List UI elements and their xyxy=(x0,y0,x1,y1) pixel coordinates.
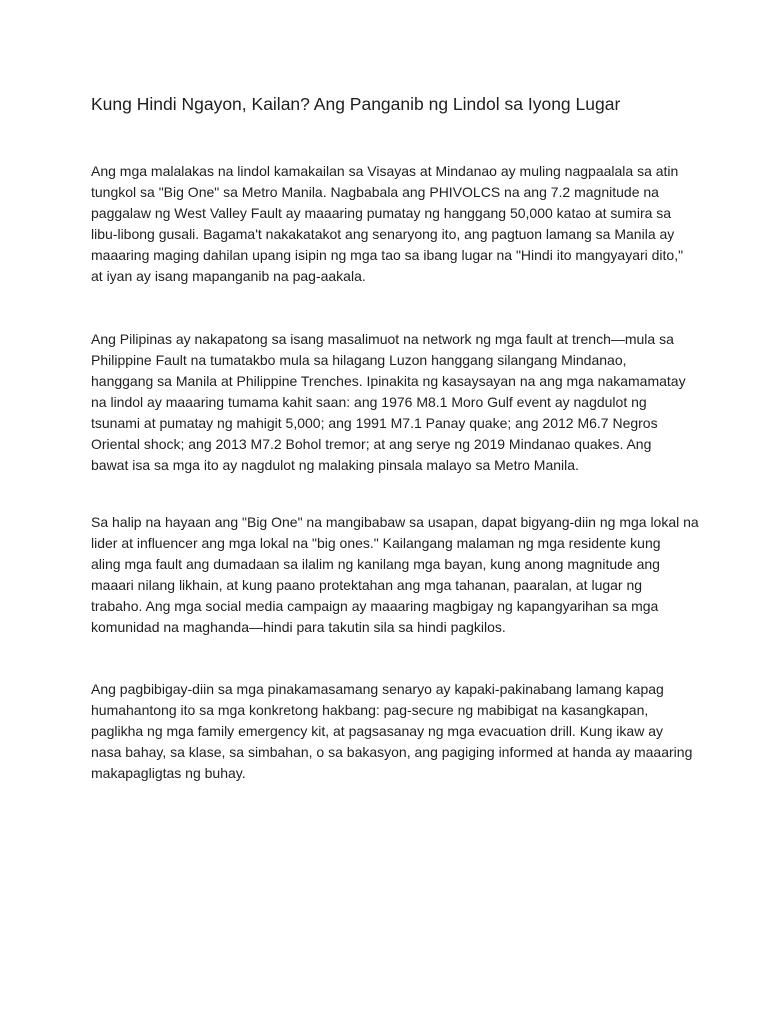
paragraph-line: trabaho. Ang mga social media campaign ay maaaring magbigay ng kapangyarihan sa mga xyxy=(91,598,659,614)
paragraph-line: tungkol sa "Big One" sa Metro Manila. Nagbabala ang PHIVOLCS na ang 7.2 magnitude na xyxy=(91,184,659,200)
paragraph-line: paglikha ng mga family emergency kit, at pagsasanay ng mga evacuation drill. Kung ikaw ay xyxy=(91,723,663,739)
paragraph-line: Oriental shock; ang 2013 M7.2 Bohol tremor; at ang serye ng 2019 Mindanao quakes. Ang xyxy=(91,436,652,452)
paragraph-line: Sa halip na hayaan ang "Big One" na mangibabaw sa usapan, dapat bigyang-diin ng mga lokal na xyxy=(91,514,699,530)
paragraph-2 xyxy=(91,329,691,476)
paragraph-line: tsunami at pumatay ng mahigit 5,000; ang 1991 M7.1 Panay quake; ang 2012 M6.7 Negros xyxy=(91,415,658,431)
paragraph-3 xyxy=(91,512,699,638)
paragraph-line: bawat isa sa mga ito ay nagdulot ng malaking pinsala malayo sa Metro Manila. xyxy=(91,457,579,473)
paragraph-line: at iyan ay isang mapanganib na pag-aakala. xyxy=(91,268,366,284)
paragraph-line: nasa bahay, sa klase, sa simbahan, o sa bakasyon, ang pagiging informed at handa ay maaaring xyxy=(91,744,693,760)
paragraph-line: Ang mga malalakas na lindol kamakailan sa Visayas at Mindanao ay muling nagpaalala sa atin xyxy=(91,163,679,179)
paragraph-line: humahantong ito sa mga konkretong hakbang: pag-secure ng mabibigat na kasangkapan, xyxy=(91,702,649,718)
paragraph-line: komunidad na maghanda—hindi para takutin sila sa hindi pagkilos. xyxy=(91,619,506,635)
paragraph-line: Ang pagbibigay-diin sa mga pinakamasamang senaryo ay kapaki-pakinabang lamang kapag xyxy=(91,681,664,697)
paragraph-line: maaari nilang likhain, at kung paano protektahan ang mga tahanan, paaralan, at lugar ng xyxy=(91,577,643,593)
paragraph-line: Philippine Fault na tumatakbo mula sa hilagang Luzon hanggang silangang Mindanao, xyxy=(91,352,627,368)
paragraph-1 xyxy=(91,161,691,287)
paragraph-line: aling mga fault ang dumadaan sa ilalim ng kanilang mga bayan, kung anong magnitude ang xyxy=(91,556,660,572)
paragraph-line: hanggang sa Manila at Philippine Trenches. Ipinakita ng kasaysayan na ang mga nakamamatay xyxy=(91,373,686,389)
paragraph-line: lider at influencer ang mga lokal na "big ones." Kailangang malaman ng mga residente kung xyxy=(91,535,661,551)
paragraph-line: maaaring maging dahilan upang isipin ng mga tao sa ibang lugar na "Hindi ito mangyayari dito," xyxy=(91,247,684,263)
paragraph-line: Ang Pilipinas ay nakapatong sa isang masalimuot na network ng mga fault at trench—mula sa xyxy=(91,331,674,347)
paragraph-line: makapagligtas ng buhay. xyxy=(91,765,246,781)
paragraph-line: paggalaw ng West Valley Fault ay maaaring pumatay ng hanggang 50,000 katao at sumira sa xyxy=(91,205,672,221)
paragraph-4 xyxy=(91,679,691,784)
document-title: Kung Hindi Ngayon, Kailan? Ang Panganib ng Lindol sa Iyong Lugar xyxy=(91,94,621,114)
paragraph-line: na lindol ay maaaring tumama kahit saan: ang 1976 M8.1 Moro Gulf event ay nagdulot ng xyxy=(91,394,647,410)
paragraph-line: libu-libong gusali. Bagama't nakakatakot ang senaryong ito, ang pagtuon lamang sa Manila ay xyxy=(91,226,675,242)
